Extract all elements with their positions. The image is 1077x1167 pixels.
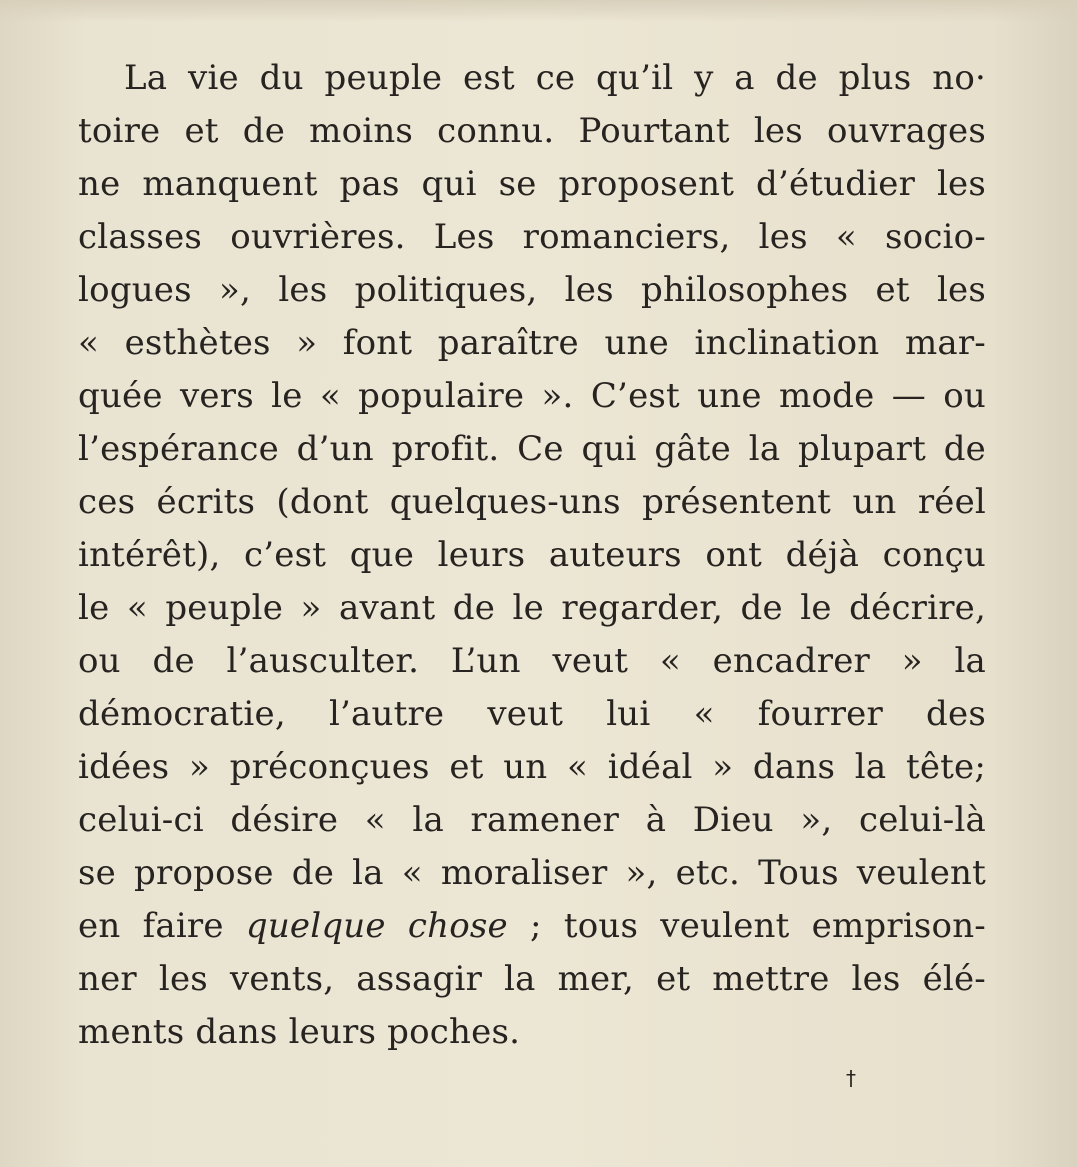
text-line: toire et de moins connu. Pourtant les ouvrages xyxy=(78,111,986,151)
text-line: intérêt), c’est que leurs auteurs ont déjà conçu xyxy=(78,535,986,575)
text-line: ou de l’ausculter. L’un veut « encadrer » la xyxy=(78,641,986,681)
text-line: démocratie, l’autre veut lui « fourrer des xyxy=(78,694,986,734)
text-line-with-italic xyxy=(78,900,986,953)
page-top-edge xyxy=(0,0,1077,22)
dagger-ornament: † xyxy=(846,1066,856,1090)
text-line: ne manquent pas qui se proposent d’étudier les xyxy=(78,164,986,204)
text-line: ces écrits (dont quelques-uns présentent un réel xyxy=(78,482,986,522)
text-line: idées » préconçues et un « idéal » dans la tête; xyxy=(78,747,986,787)
text-line: se propose de la « moraliser », etc. Tous veulent xyxy=(78,853,986,893)
text-line-last: ments dans leurs poches. xyxy=(78,1012,521,1052)
italic-phrase: quelque chose xyxy=(245,906,508,946)
text-line: classes ouvrières. Les romanciers, les « socio- xyxy=(78,217,986,257)
text-segment: en faire xyxy=(78,906,246,946)
text-line: La vie du peuple est ce qu’il y a de plus no· xyxy=(124,58,986,98)
text-line: ner les vents, assagir la mer, et mettre les élé- xyxy=(78,959,986,999)
text-line: celui-ci désire « la ramener à Dieu », celui-là xyxy=(78,800,986,840)
text-segment: ; tous veulent emprison- xyxy=(507,906,986,946)
paragraph xyxy=(78,52,986,1059)
text-line: « esthètes » font paraître une inclination mar- xyxy=(78,323,986,363)
text-line: quée vers le « populaire ». C’est une mode — ou xyxy=(78,376,986,416)
text-line: l’espérance d’un profit. Ce qui gâte la plupart de xyxy=(78,429,986,469)
text-line: le « peuple » avant de le regarder, de le décrire, xyxy=(78,588,986,628)
text-line: logues », les politiques, les philosophes et les xyxy=(78,270,986,310)
